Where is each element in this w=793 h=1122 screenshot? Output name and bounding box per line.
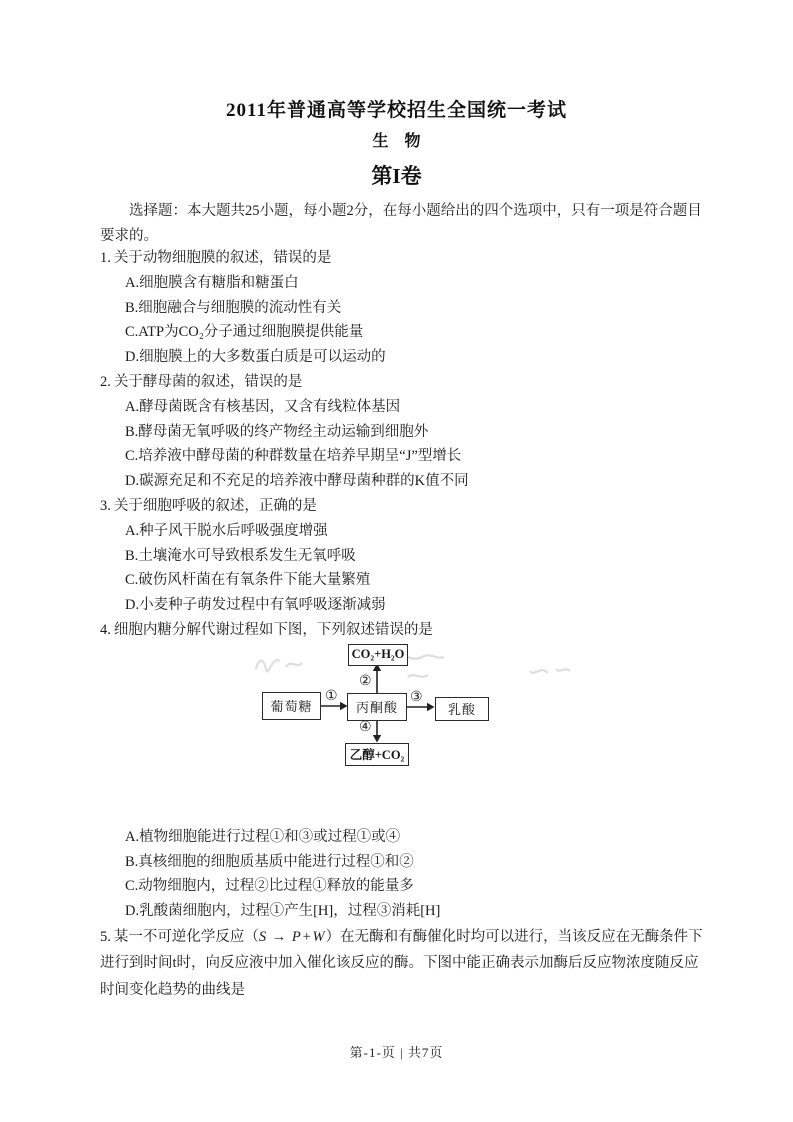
question-stem <box>100 246 712 271</box>
question-option: B.真核细胞的细胞质基质中能进行过程①和② <box>125 853 414 870</box>
exam-title: 2011年普通高等学校招生全国统一考试 <box>226 100 567 121</box>
process-label-4: ④ <box>359 719 372 735</box>
question-4 <box>100 618 712 924</box>
question-option: A.种子风干脱水后呼吸强度增强 <box>125 522 328 539</box>
section-title: 第I卷 <box>371 164 422 188</box>
scan-artifact <box>256 655 570 677</box>
question-option: C.培养液中酵母菌的种群数量在培养早期呈“J”型增长 <box>125 448 462 465</box>
question-stem <box>100 618 712 643</box>
process-label-3: ③ <box>410 689 423 705</box>
arrow-2 <box>373 663 381 693</box>
question-number: 1. <box>100 250 111 266</box>
instructions: 选择题：本大题共25小题，每小题2分，在每小题给出的四个选项中，只有一项是符合题目要求的。 <box>100 203 702 244</box>
question-list <box>100 246 712 1003</box>
question-option: A.植物细胞能进行过程①和③或过程①或④ <box>125 828 401 845</box>
diagram-box-pyruvate: 丙酮酸 <box>347 693 407 721</box>
diagram-box-co2-h2o: CO₂+H₂O <box>348 644 408 666</box>
question-stem-text: ）在无酶和有酶催化时均可以进行，当该反应在无酶条件下进行到时间t时，向反应液中加入催化该反应的酶。下图中能正确表示加酶后反应物浓度随反应时间变化趋势的曲线是 <box>100 928 703 998</box>
question-option: C.动物细胞内，过程②比过程①释放的能量多 <box>125 878 414 895</box>
question-stem-text: 关于酵母菌的叙述，错误的是 <box>113 373 303 390</box>
question-stem-text: 关于细胞呼吸的叙述，正确的是 <box>113 497 317 514</box>
question-stem <box>100 924 712 1004</box>
question-option: A.细胞膜含有糖脂和糖蛋白 <box>125 274 299 291</box>
question-3 <box>100 494 712 618</box>
question-option: B.土壤淹水可导致根系发生无氧呼吸 <box>125 547 356 564</box>
process-label-2: ② <box>359 673 372 689</box>
diagram-arrows <box>100 643 710 825</box>
metabolism-diagram <box>100 643 710 825</box>
question-option: A.酵母菌既含有核基因，又含有线粒体基因 <box>125 398 401 415</box>
exam-subject: 生 物 <box>372 133 421 150</box>
question-option: B.细胞融合与细胞膜的流动性有关 <box>125 299 342 316</box>
question-2 <box>100 370 712 494</box>
question-stem <box>100 494 712 519</box>
question-option: D.碳源充足和不充足的培养液中酵母菌种群的K值不同 <box>125 473 469 490</box>
diagram-box-glucose: 葡萄糖 <box>262 692 321 720</box>
arrow-4 <box>373 719 381 743</box>
question-number: 3. <box>100 497 111 514</box>
diagram-box-ethanol-co2: 乙醇+CO₂ <box>345 743 409 766</box>
question-option: C.ATP为CO₂分子通过细胞膜提供能量 <box>125 324 364 341</box>
reaction-formula: S → P+W <box>258 928 326 945</box>
question-option: B.酵母菌无氧呼吸的终产物经主动运输到细胞外 <box>125 423 429 440</box>
question-stem-text: 细胞内糖分解代谢过程如下图，下列叙述错误的是 <box>113 621 433 638</box>
question-number: 5. <box>100 928 111 945</box>
diagram-box-lactate: 乳酸 <box>435 697 489 721</box>
question-number: 2. <box>100 373 111 390</box>
question-option: D.乳酸菌细胞内，过程①产生[H]，过程③消耗[H] <box>125 903 441 920</box>
question-stem-text: 某一不可逆化学反应（ <box>113 928 259 945</box>
question-stem <box>100 370 712 395</box>
question-5 <box>100 924 712 1004</box>
question-option: C.破伤风杆菌在有氧条件下能大量繁殖 <box>125 572 371 589</box>
question-option: D.细胞膜上的大多数蛋白质是可以运动的 <box>125 349 386 366</box>
question-1 <box>100 246 712 370</box>
question-option: D.小麦种子萌发过程中有氧呼吸逐渐减弱 <box>125 597 386 614</box>
page-footer: 第-1-页 | 共7页 <box>349 1045 444 1060</box>
question-stem-text: 关于动物细胞膜的叙述，错误的是 <box>113 250 332 266</box>
question-number: 4. <box>100 621 111 638</box>
process-label-1: ① <box>325 688 338 704</box>
